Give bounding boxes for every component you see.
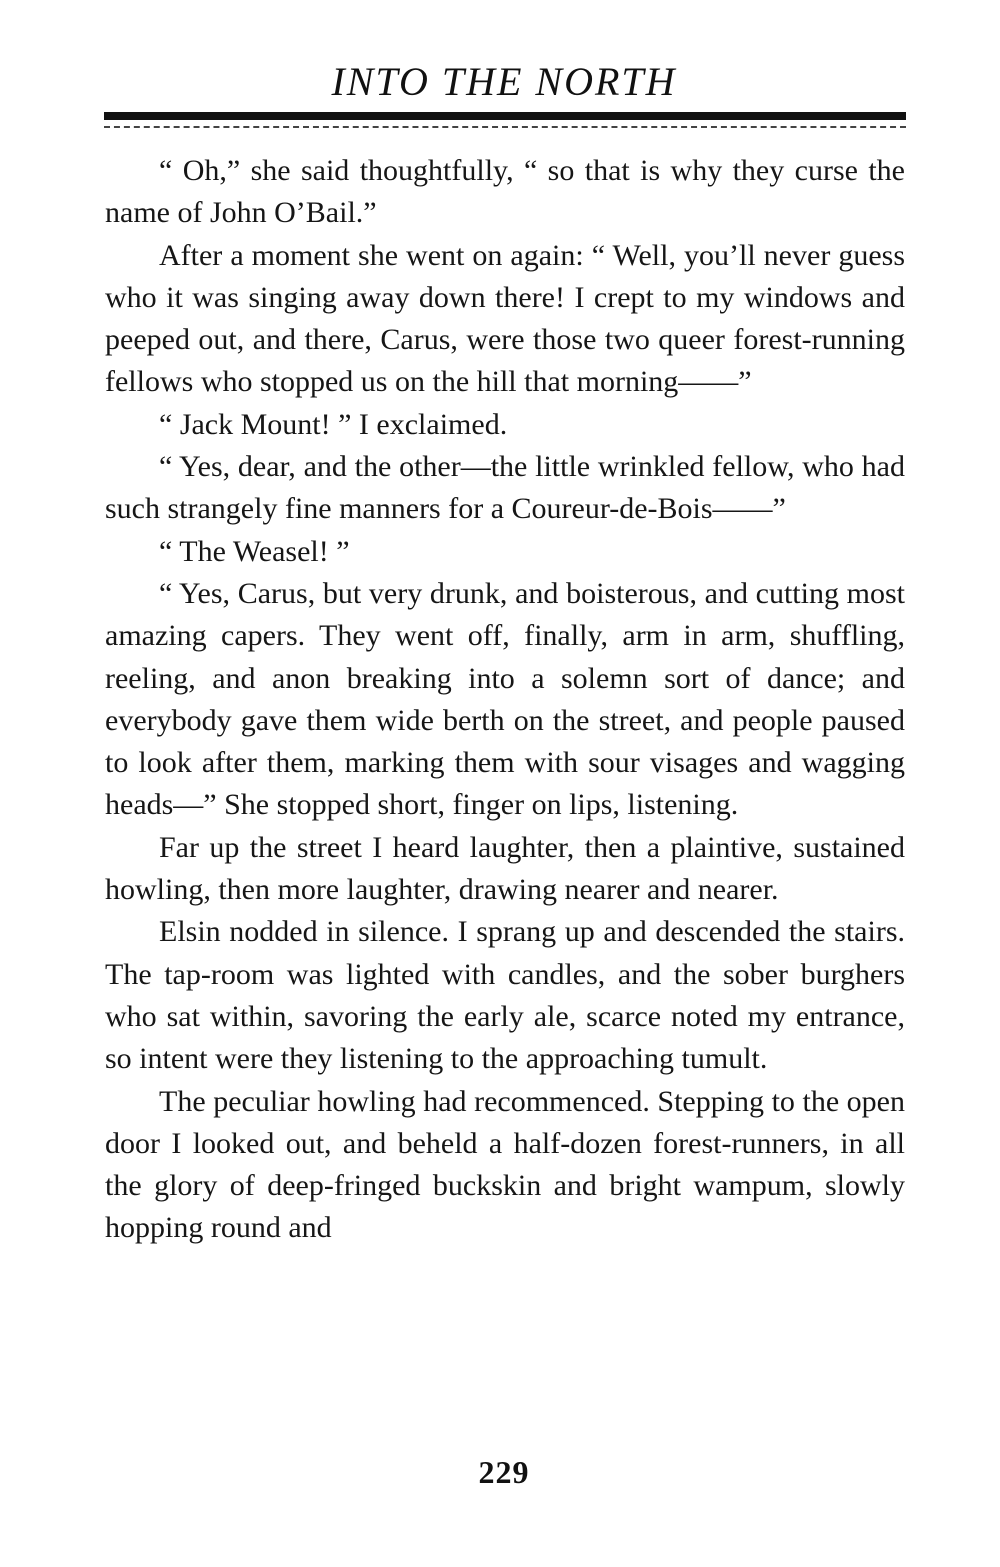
header-rule-thin [104, 126, 906, 128]
paragraph-3: “ Jack Mount! ” I exclaimed. [159, 407, 508, 441]
paragraph-2: After a moment she went on again: “ Well, you’ll never guess who it was singing away down there! I crept to my windows and peeped out, and there, Carus, were those two queer forest-running fellows who stopped us on the hill that morning——” [105, 238, 905, 399]
running-head: INTO THE NORTH [331, 59, 677, 104]
paragraph-6: “ Yes, Carus, but very drunk, and boisterous, and cutting most amazing capers. They went off, finally, arm in arm, shuffling, reeling, and anon breaking into a solemn sort of dance; and everybody gave them wide berth on the street, and people paused to look after them, marking them with sour visages and wagging heads—” She stopped short, finger on lips, listening. [105, 576, 905, 822]
body-text [105, 150, 905, 1250]
paragraph-5: “ The Weasel! ” [159, 534, 350, 568]
header-rule-thick [104, 112, 906, 120]
paragraph-1: “ Oh,” she said thoughtfully, “ so that is why they curse the name of John O’Bail.” [105, 154, 905, 230]
paragraph-9: The peculiar howling had recommenced. Stepping to the open door I looked out, and beheld a half-dozen forest-runners, in all the glory of deep-fringed buckskin and bright wampum, slowly hopping round and [105, 1084, 905, 1245]
page-number: 229 [478, 1454, 530, 1490]
paragraph-4: “ Yes, dear, and the other—the little wrinkled fellow, who had such strangely fine manners for a Coureur-de-Bois——” [105, 450, 905, 526]
paragraph-7: Far up the street I heard laughter, then a plaintive, sustained howling, then more laughter, drawing nearer and nearer. [105, 830, 905, 907]
paragraph-8: Elsin nodded in silence. I sprang up and descended the stairs. The tap-room was lighted with candles, and the sober burghers who sat within, savoring the early ale, scarce noted my entrance, so intent were they listening to the approaching tumult. [105, 915, 905, 1076]
